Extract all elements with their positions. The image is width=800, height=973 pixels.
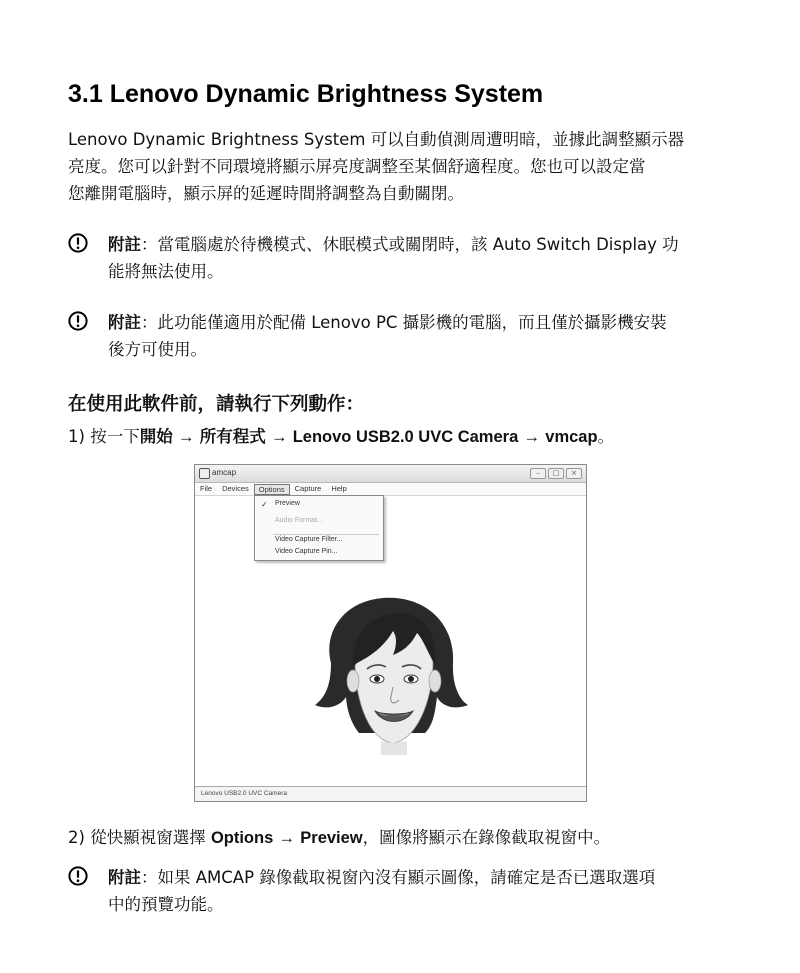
menu-path-preview: Preview xyxy=(300,829,363,847)
menu-separator xyxy=(273,534,379,535)
amcap-window-screenshot xyxy=(194,464,587,802)
menu-item-video-capture-pin[interactable]: Video Capture Pin... xyxy=(275,548,338,555)
intro-line: 您離開電腦時，顯示屏的延遲時間將調整為自動關閉。 xyxy=(68,184,464,203)
options-dropdown xyxy=(254,495,384,561)
menu-item-audio-format[interactable]: Audio Format... xyxy=(275,517,323,524)
step-1 xyxy=(68,423,614,451)
exclamation-icon xyxy=(68,311,88,331)
note-text xyxy=(108,864,718,918)
note-preview xyxy=(68,864,718,918)
section-heading: 在使用此軟件前，請執行下列動作： xyxy=(68,394,365,415)
step-text: 按一下 xyxy=(90,427,140,446)
note-label: 附註 xyxy=(108,868,141,887)
maximize-icon[interactable]: □ xyxy=(548,468,564,479)
menu-file[interactable]: File xyxy=(200,484,213,493)
note-label: 附註 xyxy=(108,313,141,332)
intro-line: Lenovo Dynamic Brightness System 可以自動偵測周遭明暗，並據此調整顯示器 xyxy=(68,130,685,149)
window-title: amcap xyxy=(212,468,237,477)
intro-line: 亮度。您可以針對不同環境將顯示屏亮度調整至某個舒適程度。您也可以設定當 xyxy=(68,157,646,176)
note-line: ：此功能僅適用於配備 Lenovo PC 攝影機的電腦，而且僅於攝影機安裝 xyxy=(141,313,667,332)
menu-path-options: Options xyxy=(210,829,274,847)
close-icon[interactable]: × xyxy=(566,468,582,479)
note-text xyxy=(108,309,718,363)
arrow: → xyxy=(278,829,296,847)
camera-preview-face xyxy=(313,593,473,758)
note-line: ：當電腦處於待機模式、休眠模式或關閉時，該 Auto Switch Display 功 xyxy=(141,235,679,254)
step-2 xyxy=(68,824,610,852)
note-label: 附註 xyxy=(108,235,141,254)
menu-help[interactable]: Help xyxy=(331,484,347,493)
exclamation-icon xyxy=(68,233,88,253)
minimize-icon[interactable]: – xyxy=(530,468,546,479)
step-number: 1) xyxy=(68,427,85,446)
step-suffix: ，圖像將顯示在錄像截取視窗中。 xyxy=(362,828,611,847)
note-text xyxy=(108,231,718,285)
window-titlebar xyxy=(195,465,586,483)
step-number: 2) xyxy=(68,828,85,847)
arrow: → xyxy=(523,428,541,446)
step-suffix: 。 xyxy=(597,427,615,446)
arrow: → xyxy=(270,428,288,446)
menu-devices[interactable]: Devices xyxy=(222,484,249,493)
intro-paragraph xyxy=(68,126,718,207)
menu-item-video-capture-filter[interactable]: Video Capture Filter... xyxy=(275,536,343,543)
menu-item-preview[interactable]: Preview xyxy=(275,500,300,507)
note-line: ：如果 AMCAP 錄像截取視窗內沒有顯示圖像，請確定是否已選取選項 xyxy=(141,868,656,887)
note-standby xyxy=(68,231,718,285)
note-camera xyxy=(68,309,718,363)
step-text: 從快顯視窗選擇 xyxy=(90,828,206,847)
note-line: 中的預覽功能。 xyxy=(108,895,224,914)
note-line: 後方可使用。 xyxy=(108,340,207,359)
menu-path-vmcap: vmcap xyxy=(545,428,598,446)
arrow: → xyxy=(177,428,195,446)
app-icon xyxy=(199,468,210,479)
note-line: 能將無法使用。 xyxy=(108,262,224,281)
check-icon: ✓ xyxy=(261,500,268,509)
window-controls xyxy=(530,468,582,479)
menu-options[interactable]: Options xyxy=(254,484,290,495)
menu-path-camera: Lenovo USB2.0 UVC Camera xyxy=(292,428,519,446)
exclamation-icon xyxy=(68,866,88,886)
menu-capture[interactable]: Capture xyxy=(294,484,322,493)
page-title: 3.1 Lenovo Dynamic Brightness System xyxy=(68,80,544,108)
menu-path-start: 開始 xyxy=(139,428,173,446)
menu-path-all-programs: 所有程式 xyxy=(199,428,266,446)
window-statusbar: Lenovo USB2.0 UVC Camera xyxy=(195,786,586,801)
